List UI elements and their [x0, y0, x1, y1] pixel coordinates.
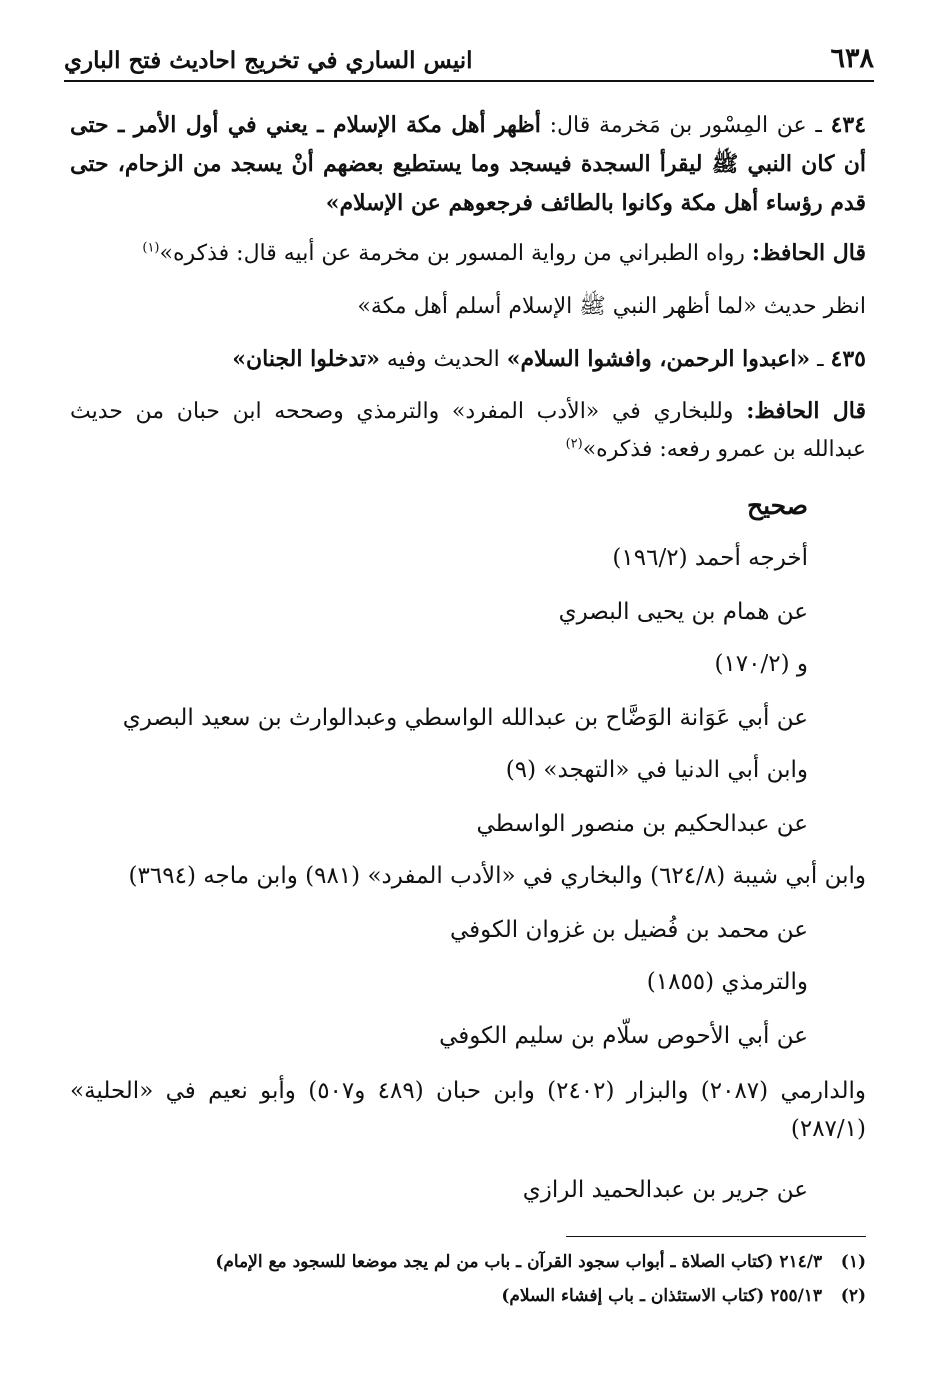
- footnote-number: (٢): [840, 1286, 866, 1306]
- takhrij-line: عن أبي الأحوص سلّام بن سليم الكوفي: [439, 1023, 808, 1049]
- takhrij-line: والدارمي (٢٠٨٧) والبزار (٢٤٠٢) وابن حبان (٤٨٩ و٥٠٧) وأبو نعيم في «الحلية» (٢٨٧/١): [70, 1078, 867, 1142]
- takhrij-line: و (١٧٠/٢): [714, 651, 808, 677]
- hadith-number: ٤٣٤: [830, 112, 867, 138]
- footnote-text: ٢٥٥/١٣ (كتاب الاستئذان ـ باب إفشاء السلام): [501, 1286, 823, 1306]
- hafiz-text: رواه الطبراني من رواية المسور بن مخرمة عن أبيه قال: فذكره»: [159, 241, 745, 266]
- footnote-text: ٢١٤/٣ (كتاب الصلاة ـ أبواب سجود القرآن ـ باب من لم يجد موضعا للسجود مع الإمام): [215, 1252, 823, 1272]
- footnote-divider: [566, 1236, 866, 1237]
- takhrij-line: وابن أبي الدنيا في «التهجد» (٩): [505, 757, 808, 783]
- footnote-ref: (٢): [565, 436, 583, 452]
- footnote-1: [70, 1248, 866, 1276]
- see-also-text: انظر حديث «لما أظهر النبي ﷺ الإسلام أسلم أهل مكة»: [357, 294, 866, 319]
- footnote-2: [70, 1282, 866, 1310]
- see-also-434: [70, 288, 866, 326]
- hadith-434: [70, 106, 866, 223]
- takhrij-line: أخرجه أحمد (١٩٦/٢): [612, 545, 808, 571]
- takhrij-line: عن همام بن يحيى البصري: [558, 599, 808, 625]
- running-title: انيس الساري في تخريج احاديث فتح الباري: [64, 47, 473, 74]
- hafiz-label: قال الحافظ:: [751, 240, 866, 266]
- hadith-435: [70, 340, 866, 379]
- takhrij-line: عن عبدالحكيم بن منصور الواسطي: [476, 811, 808, 837]
- grade-heading: صحيح: [746, 491, 808, 520]
- page-header: [64, 42, 874, 82]
- hafiz-label: قال الحافظ:: [746, 398, 867, 424]
- hadith-text-a: «اعبدوا الرحمن، وافشوا السلام»: [506, 346, 811, 372]
- hadith-dash: ـ: [817, 347, 824, 372]
- hafiz-comment-434: [70, 234, 866, 273]
- takhrij-line: عن محمد بن فُضيل بن غزوان الكوفي: [449, 917, 808, 943]
- takhrij-line: وابن أبي شيبة (٦٢٤/٨) والبخاري في «الأدب المفرد» (٩٨١) وابن ماجه (٣٦٩٤): [128, 863, 866, 889]
- footnote-number: (١): [840, 1252, 866, 1272]
- hadith-text-b: الحديث وفيه: [386, 347, 500, 372]
- hadith-number: ٤٣٥: [830, 346, 866, 372]
- hadith-intro: عن المِسْور بن مَخرمة قال:: [549, 113, 807, 138]
- hadith-text-c: «تدخلوا الجنان»: [232, 346, 380, 372]
- takhrij-line: عن أبي عَوَانة الوَضَّاح بن عبدالله الواسطي وعبدالوارث بن سعيد البصري: [122, 705, 808, 731]
- takhrij-line: والترمذي (١٨٥٥): [646, 969, 808, 995]
- takhrij-line: عن جرير بن عبدالحميد الرازي: [522, 1177, 808, 1203]
- footnote-ref: (١): [142, 240, 160, 256]
- hadith-dash: ـ: [815, 113, 822, 138]
- hafiz-comment-435: [70, 392, 866, 469]
- hadith-text: أظهر أهل مكة الإسلام ـ يعني في أول الأمر ـ حتى أن كان النبي ﷺ ليقرأ السجدة فيسجد وما يستطيع بعضهم أنْ يسجد من الزحام، حتى قدم رؤساء أهل مكة وكانوا بالطائف فرجعوهم عن الإسلام»: [70, 112, 866, 216]
- hafiz-text: وللبخاري في «الأدب المفرد» والترمذي وصححه ابن حبان من حديث عبدالله بن عمرو رفعه: فذكره»: [70, 399, 866, 462]
- page-number: ٦٣٨: [830, 43, 874, 74]
